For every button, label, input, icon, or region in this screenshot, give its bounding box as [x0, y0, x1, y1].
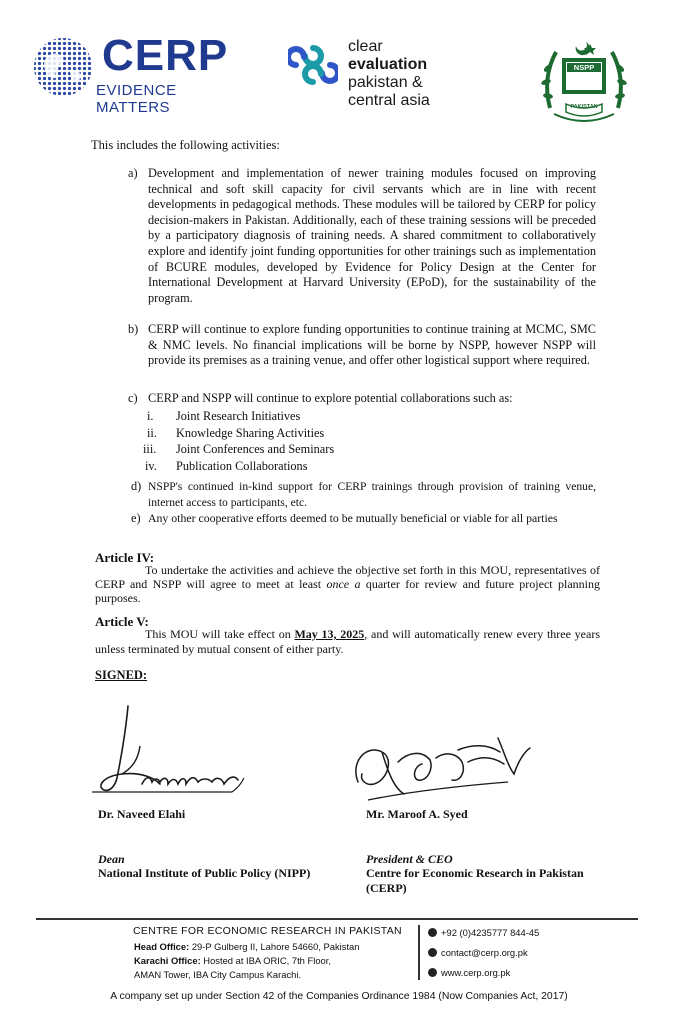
list-item: [143, 458, 443, 475]
article-5-text-b: , and will automatically renew every three years unless terminated by mutual consent of either party.: [95, 627, 600, 656]
nspp-badge-text: NSPP: [573, 63, 595, 72]
list-item-text: Joint Research Initiatives: [176, 409, 301, 423]
clear-flower-icon: [288, 40, 338, 90]
clear-line-1: clear: [348, 38, 383, 55]
footer-email[interactable]: contact@cerp.org.pk: [441, 947, 528, 958]
email-icon: [428, 948, 437, 957]
list-item-number: i.: [147, 409, 154, 423]
footer-karachi-office-line2: AMAN Tower, IBA City Campus Karachi.: [134, 969, 302, 980]
footer-phone[interactable]: +92 (0)4235777 844-45: [441, 927, 540, 938]
activity-letter-b: b): [128, 322, 139, 336]
activity-letter-e: e): [131, 511, 141, 525]
footer-web-row: [428, 965, 539, 981]
phone-icon: [428, 928, 437, 937]
signature-maroof-syed: [348, 722, 538, 812]
karachi-office-value: Hosted at IBA ORIC, 7th Floor,: [200, 955, 331, 966]
list-item-number: iv.: [145, 458, 157, 473]
head-office-label: Head Office:: [134, 941, 190, 952]
article-4-text-a: To undertake the activities and achieve the objective set forth in this MOU, representatives of CERP and NSPP will agree to meet at least: [95, 563, 600, 591]
footer-karachi-office: [134, 954, 414, 968]
activity-text-d: NSPP's continued in-kind support for CERP trainings through provision of training venue, internet access to participants, etc.: [148, 480, 596, 509]
footer-head-office: [134, 940, 414, 954]
list-item-text: Knowledge Sharing Activities: [176, 425, 325, 440]
footer-web[interactable]: www.cerp.org.pk: [441, 967, 511, 978]
article-4-text: [95, 563, 600, 605]
footer-rule: [36, 918, 638, 920]
article-4-emphasis: once a: [326, 577, 361, 591]
intro-line: This includes the following activities:: [91, 138, 280, 152]
list-item: [143, 441, 443, 458]
list-item-number: iii.: [143, 442, 157, 456]
clear-logo: [288, 38, 478, 118]
globe-icon: [32, 36, 94, 98]
article-5-heading: Article V:: [95, 614, 149, 629]
nspp-emblem: [536, 38, 632, 126]
footer-phone-row: [428, 925, 539, 941]
article-5-text-a: This MOU will take effect on: [145, 627, 295, 641]
signatory-org-right: Centre for Economic Research in Pakistan (CERP): [366, 866, 584, 895]
list-item-text: Publication Collaborations: [176, 458, 308, 473]
globe-small-icon: [428, 968, 437, 977]
cerp-wordmark: CERP: [102, 31, 229, 80]
article-4-text-b: quarter for review and future project planning purposes.: [95, 577, 600, 605]
signatory-org-left: National Institute of Public Policy (NIPP): [98, 866, 311, 880]
nspp-ribbon-text: PAKISTAN: [570, 104, 598, 110]
nspp-crest-icon: [536, 38, 632, 126]
signatory-name-right: Mr. Maroof A. Syed: [366, 807, 468, 821]
list-item: [143, 408, 443, 425]
karachi-office-label: Karachi Office:: [134, 955, 201, 966]
activity-letter-a: a): [128, 166, 138, 180]
signed-label: SIGNED:: [95, 668, 148, 682]
article-4-heading: Article IV:: [95, 550, 155, 565]
cerp-tagline: EVIDENCE MATTERS: [96, 82, 177, 116]
signatory-name-left: Dr. Naveed Elahi: [98, 807, 186, 821]
clear-line-3: pakistan &: [348, 74, 423, 91]
footer-email-row: [428, 945, 539, 961]
activity-letter-c: c): [128, 391, 138, 405]
footer-divider: [418, 925, 420, 980]
article-5-text: [95, 627, 600, 656]
footer-company-note: A company set up under Section 42 of the Companies Ordinance 1984 (Now Companies Act, 2017): [110, 991, 568, 1002]
list-item: [143, 425, 443, 442]
activity-text-b: CERP will continue to explore funding opportunities to continue training at MCMC, SMC & NMC levels. No financial implications will be borne by NSPP, however NSPP will provide its premises as a training venue, and offer other logistical support where required.: [148, 322, 596, 368]
clear-line-4: central asia: [348, 92, 430, 109]
activity-text-c: CERP and NSPP will continue to explore potential collaborations such as:: [148, 391, 513, 405]
signature-naveed-elahi: [82, 698, 252, 803]
activity-letter-d: d): [131, 479, 142, 493]
clear-text-block: [348, 38, 430, 110]
list-item-number: ii.: [147, 425, 157, 440]
footer-title: CENTRE FOR ECONOMIC RESEARCH IN PAKISTAN: [133, 925, 402, 937]
signatory-role-right: President & CEO: [366, 852, 453, 866]
activity-text-e: Any other cooperative efforts deemed to be mutually beneficial or viable for all parties: [148, 511, 558, 525]
collaboration-list: [143, 408, 443, 474]
article-5-date: May 13, 2025: [294, 627, 365, 641]
activity-text-a: Development and implementation of newer training modules focused on improving technical and soft skill capacity for civil servants which are in line with recent developments in pedagogical methods. These modules will be tailored by CERP for policy decision-makers in Pakistan. Additionally, each of these training sessions will be preceded by a participatory diagnosis of training needs. A shared commitment to collaboratively explore and identify joint funding opportunities for other trainings such as implementation of BCURE modules, developed by Evidence for Policy Design at the Center for International Development at Harvard University (EPoD), for the sustainability of the program.: [148, 166, 596, 305]
list-item-text: Joint Conferences and Seminars: [176, 442, 335, 456]
head-office-value: 29-P Gulberg II, Lahore 54660, Pakistan: [189, 941, 360, 952]
signatory-role-left: Dean: [98, 852, 125, 866]
clear-line-2: evaluation: [348, 56, 428, 73]
cerp-logo: [30, 30, 230, 116]
footer-contacts: [428, 925, 539, 981]
